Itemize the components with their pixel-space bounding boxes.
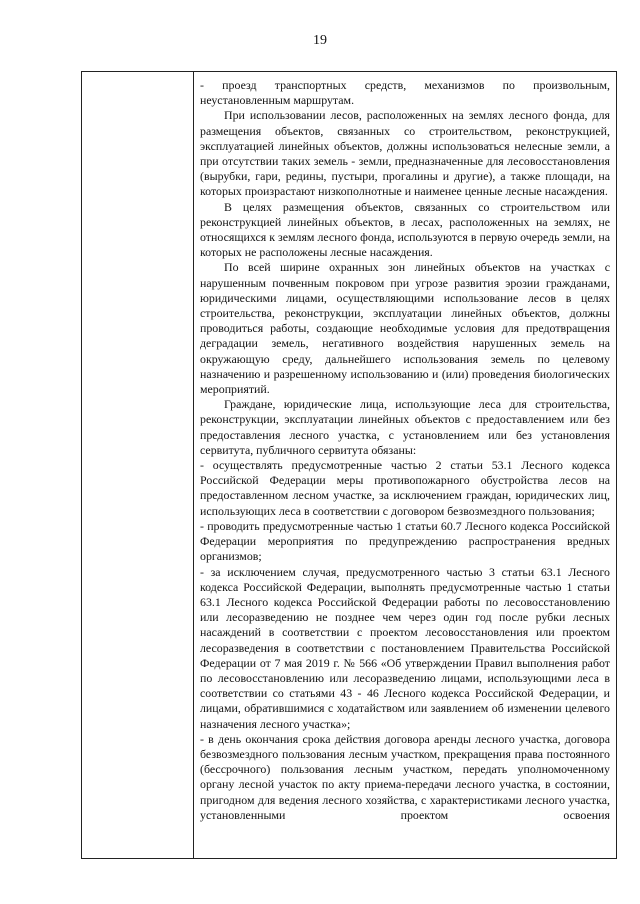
paragraph-fire-prevention: - осуществлять предусмотренные частью 2 статьи 53.1 Лесного кодекса Российской Федерации меры противопожарного обустройства лесов на предоставленном лесном участке, за исключением граждан, юридических лиц, использующих леса в соответствии с договором безвозмездного пользования; <box>200 458 610 518</box>
table-left-cell <box>82 72 194 858</box>
paragraph-non-forest-fund-lands: В целях размещения объектов, связанных со строительством или реконструкцией линейных объектов, в лесах, расположенных на землях, не относящихся к землям лесного фонда, используются в первую очередь земли, на которых не расположены лесные насаждения. <box>200 199 610 260</box>
page-number: 19 <box>313 33 327 48</box>
paragraph-site-return: - в день окончания срока действия договора аренды лесного участка, договора безвозмездного пользования лесным участком, прекращения права постоянного (бессрочного) пользования лесным участком, передать уполномоченному органу лесной участок по акту приема-передачи лесного участка, в состоянии, пригодном для ведения лесного хозяйства, с характеристиками лесного участка, установленными проектом освоения <box>200 731 610 822</box>
paragraph-reforestation: - за исключением случая, предусмотренного частью 3 статьи 63.1 Лесного кодекса Российской Федерации, выполнять предусмотренные частью 1 статьи 63.1 Лесного кодекса Российской Федерации работы по лесовосстановлению или лесоразведению не позднее чем через один год после рубки лесных насаждений в соответствии с проектом лесовосстановления или проектом лесоразведения в соответствии с постановлением Правительства Российской Федерации от 7 мая 2019 г. № 566 «Об утверждении Правил выполнения работ по лесовосстановлению или лесоразведению лицами, использующими леса в соответствии со статьями 43 - 46 Лесного кодекса Российской Федерации, и лицами, обратившимися с ходатайством или заявлением об изменении целевого назначения лесного участка»; <box>200 564 610 731</box>
paragraph-protection-zones: По всей ширине охранных зон линейных объектов на участках с нарушенным почвенным покровом при угрозе развития эрозии гражданами, юридическими лицами, осуществляющими использование лесов в целях строительства, реконструкции, эксплуатации линейных объектов, должны проводиться работы, создающие необходимые условия для предотвращения деградации земель, негативного воздействия нарушенных земель на окружающую среду, дальнейшего использования земель по целевому назначению и разрешенному использованию и (или) проведения биологических мероприятий. <box>200 260 610 397</box>
paragraph-forest-fund-lands: При использовании лесов, расположенных на землях лесного фонда, для размещения объектов, связанных со строительством, реконструкцией, эксплуатацией линейных объектов, должны использоваться нелесные земли, а при отсутствии таких земель - земли, предназначенные для лесовосстановления (вырубки, гари, редины, пустыри, прогалины и другие), а также площади, на которых произрастают низкополнотные и наименее ценные лесные насаждения. <box>200 108 610 199</box>
document-table <box>81 71 617 859</box>
table-right-cell <box>194 72 616 858</box>
paragraph-harmful-organisms: - проводить предусмотренные частью 1 статьи 60.7 Лесного кодекса Российской Федерации мероприятия по предупреждению распространения вредных организмов; <box>200 518 610 564</box>
paragraph-obligations-intro: Граждане, юридические лица, использующие леса для строительства, реконструкции, эксплуатации линейных объектов с предоставлением или без предоставления лесного участка, с установлением или без установления сервитута, публичного сервитута обязаны: <box>200 397 610 457</box>
paragraph-vehicle-traffic: - проезд транспортных средств, механизмов по произвольным, неустановленным маршрутам. <box>200 78 610 108</box>
